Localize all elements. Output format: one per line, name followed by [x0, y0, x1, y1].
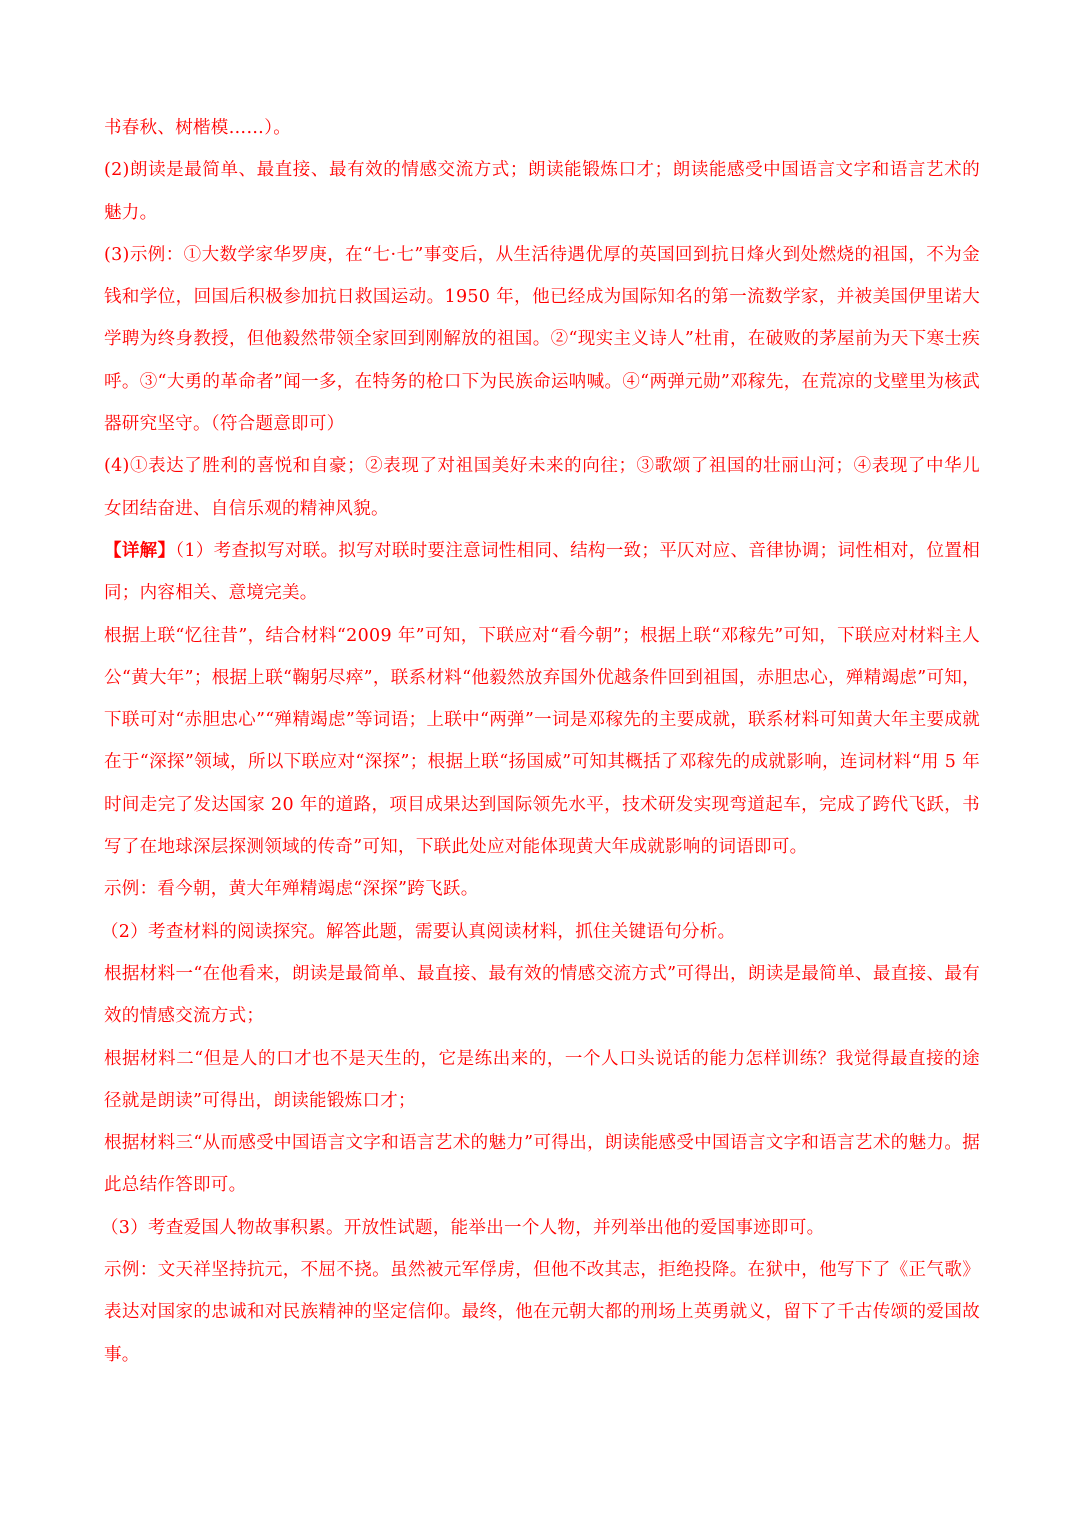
- detail-2: （2）考查材料的阅读探究。解答此题，需要认真阅读材料，抓住关键语句分析。: [101, 921, 736, 942]
- answer-content: [101, 107, 980, 1376]
- detail-1-analysis: 根据上联“忆往昔”，结合材料“2009 年”可知，下联应对“看今朝”；根据上联“邓稼先”可知，下联应对材料主人公“黄大年”；根据上联“鞠躬尽瘁”，联系材料“他毅然放弃国外优越条件回到祖国，赤胆忠心，殚精竭虑”可知，下联可对“赤胆忠心”“殚精竭虑”等词语；上联中“两弹”一词是邓稼先的主要成就，联系材料可知黄大年主要成就在于“深探”领域，所以下联应对“深探”；根据上联“扬国威”可知其概括了邓稼先的成就影响，连词材料“用 5 年时间走完了发达国家 20 年的道路，项目成果达到国际领先水平，技术研发实现弯道起车，完成了跨代飞跃，书写了在地球深层探测领域的传奇”可知，下联此处应对能体现黄大年成就影响的词语即可。: [104, 625, 980, 858]
- detail-1: [104, 530, 980, 615]
- detail-3: （3）考查爱国人物故事积累。开放性试题，能举出一个人物，并列举出他的爱国事迹即可。: [101, 1217, 825, 1238]
- answer-4: (4)①表达了胜利的喜悦和自豪；②表现了对祖国美好未来的向往；③歌颂了祖国的壮丽山河；④表现了中华儿女团结奋进、自信乐观的精神风貌。: [104, 456, 980, 519]
- detail-2-material-2: 根据材料二“但是人的口才也不是天生的，它是练出来的，一个人口头说话的能力怎样训练？我觉得最直接的途径就是朗读”可得出，朗读能锻炼口才；: [104, 1048, 980, 1111]
- detail-1-example: 示例：看今朝，黄大年殚精竭虑“深探”跨飞跃。: [104, 879, 479, 900]
- detail-2-material-3: 根据材料三“从而感受中国语言文字和语言艺术的魅力”可得出，朗读能感受中国语言文字和语言艺术的魅力。据此总结作答即可。: [104, 1133, 980, 1196]
- answer-3: (3)示例：①大数学家华罗庚，在“七·七”事变后，从生活待遇优厚的英国回到抗日烽火到处燃烧的祖国，不为金钱和学位，回国后积极参加抗日救国运动。1950 年，他已经成为国际知名的第一流数学家，并被美国伊里诺大学聘为终身教授，但他毅然带领全家回到刚解放的祖国。②“现实主义诗人”杜甫，在破败的茅屋前为天下寒士疾呼。③“大勇的革命者”闻一多，在特务的枪口下为民族命运呐喊。④“两弹元勋”邓稼先，在荒凉的戈壁里为核武器研究坚守。（符合题意即可）: [104, 244, 980, 435]
- detail-3-example: 示例：文天祥坚持抗元，不屈不挠。虽然被元军俘虏，但他不改其志，拒绝投降。在狱中，他写下了《正气歌》表达对国家的忠诚和对民族精神的坚定信仰。最终，他在元朝大都的刑场上英勇就义，留下了千古传颂的爱国故事。: [104, 1260, 980, 1365]
- detail-1-text: （1）考查拟写对联。拟写对联时要注意词性相同、结构一致；平仄对应、音律协调；词性相对，位置相同；内容相关、意境完美。: [104, 540, 980, 604]
- answer-continuation: 书春秋、树楷模……）。: [104, 118, 292, 138]
- detail-2-material-1: 根据材料一“在他看来，朗读是最简单、最直接、最有效的情感交流方式”可得出，朗读是最简单、最直接、最有效的情感交流方式；: [104, 963, 980, 1027]
- answer-2: (2)朗读是最简单、最直接、最有效的情感交流方式；朗读能锻炼口才；朗读能感受中国语言文字和语言艺术的魅力。: [104, 160, 980, 223]
- detail-label: 【详解】: [104, 540, 176, 561]
